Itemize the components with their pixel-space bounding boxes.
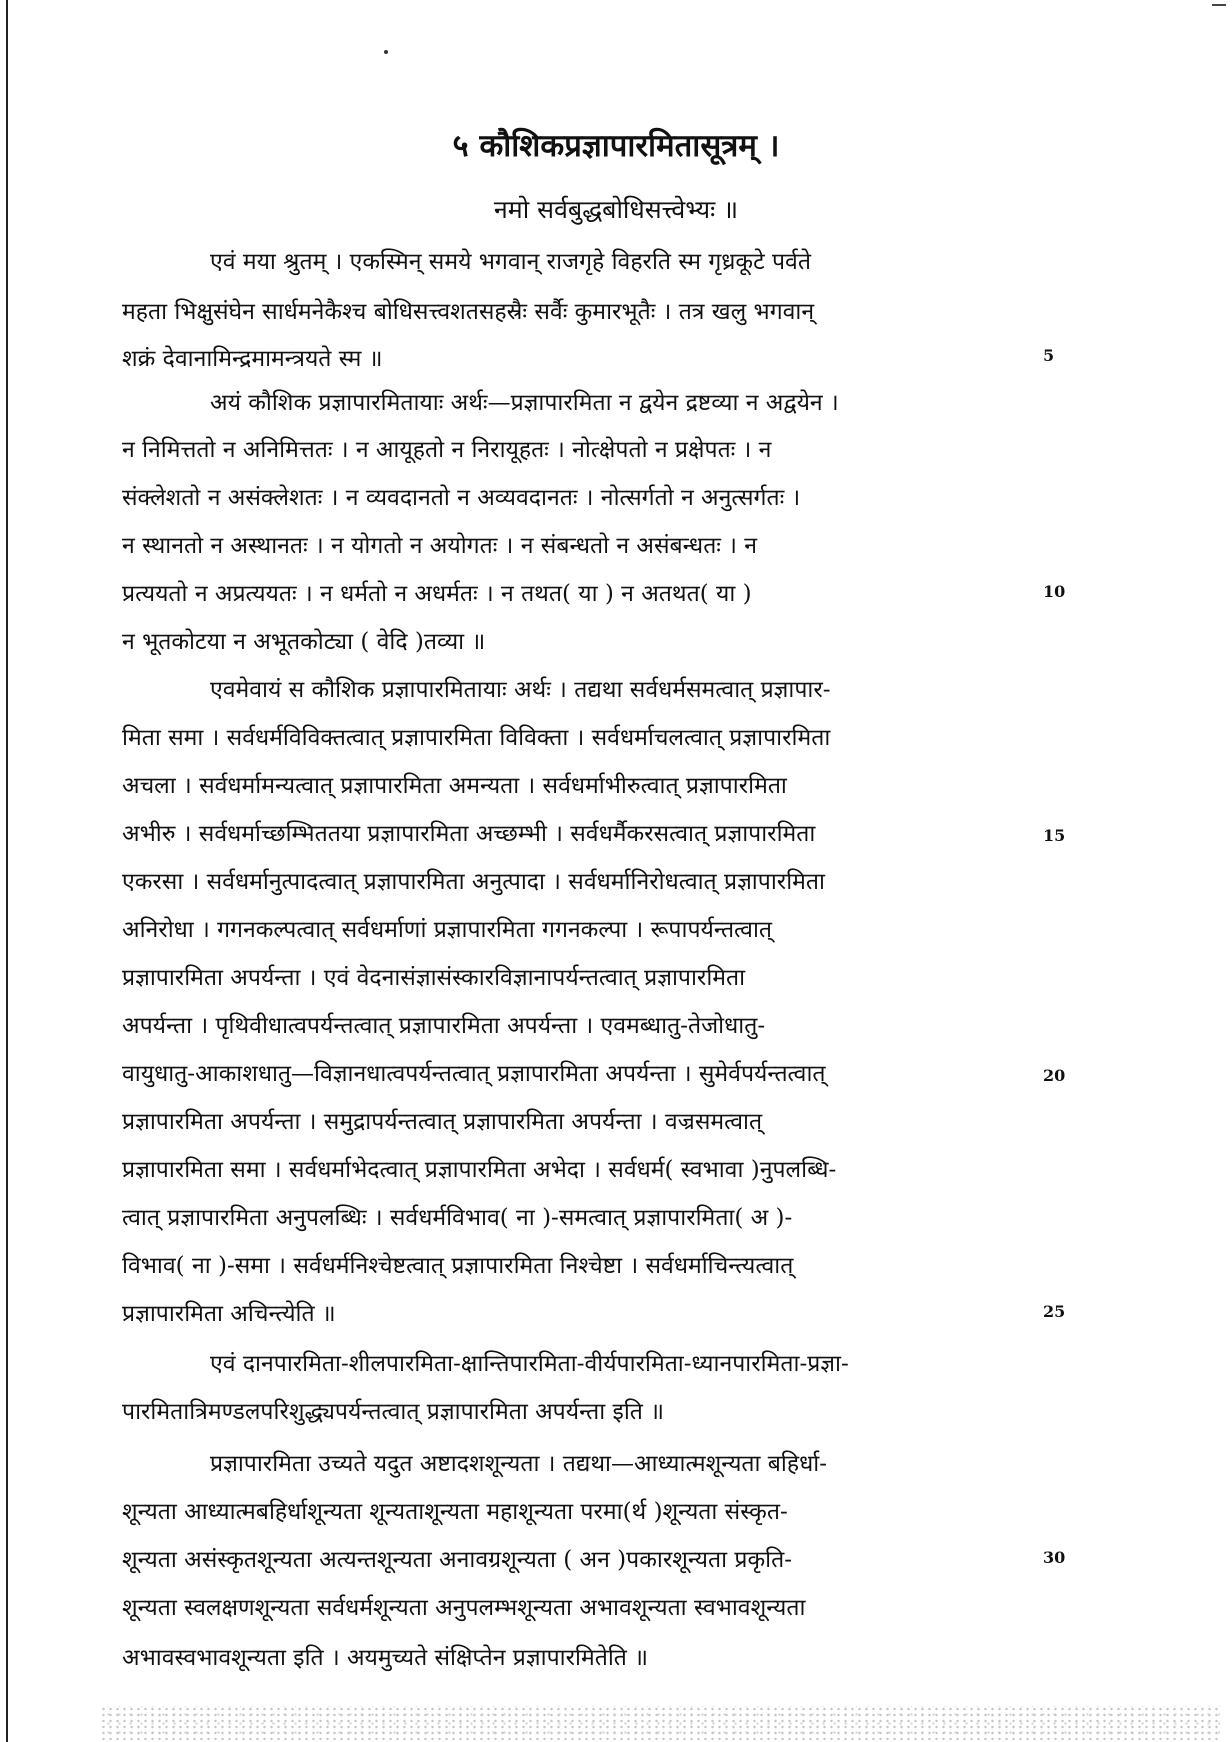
- text-line: एवं मया श्रुतम् । एकस्मिन् समये भगवान् राजगृहे विहरति स्म गृध्रकूटे पर्वते: [210, 249, 811, 275]
- text-line: एवमेवायं स कौशिक प्रज्ञापारमितायाः अर्थः । तद्यथा सर्वधर्मसमत्वात् प्रज्ञापार-: [210, 677, 831, 703]
- corner-mark: [1212, 4, 1226, 6]
- text-line: शून्यता स्वलक्षणशून्यता सर्वधर्मशून्यता अनुपलम्भशून्यता अभावशून्यता स्वभावशून्यता: [122, 1595, 806, 1621]
- text-line: प्रत्ययतो न अप्रत्ययतः । न धर्मतो न अधर्मतः । न तथत( या ) न अतथत( या ): [122, 581, 752, 607]
- text-line: अभावस्वभावशून्यता इति । अयमुच्यते संक्षिप्तेन प्रज्ञापारमितेति ॥: [122, 1645, 648, 1671]
- text-line: न स्थानतो न अस्थानतः । न योगतो न अयोगतः । न संबन्धतो न असंबन्धतः । न: [122, 533, 758, 559]
- text-line: शून्यता आध्यात्मबहिर्धाशून्यता शून्यताशून्यता महाशून्यता परमा(र्थ )शून्यता संस्कृत-: [122, 1499, 788, 1525]
- text-line: अयं कौशिक प्रज्ञापारमितायाः अर्थः—प्रज्ञापारमिता न द्वयेन द्रष्टव्या न अद्वयेन ।: [210, 390, 839, 416]
- line-number: 10: [1043, 582, 1066, 601]
- text-line: अपर्यन्ता । पृथिवीधात्वपर्यन्तत्वात् प्रज्ञापारमिता अपर्यन्ता । एवमब्धातु-तेजोधातु-: [122, 1013, 766, 1039]
- text-line: न निमित्ततो न अनिमित्ततः । न आयूहतो न निरायूहतः । नोत्क्षेपतो न प्रक्षेपतः । न: [122, 437, 772, 463]
- scan-noise: [100, 1706, 1220, 1740]
- text-line: अचला । सर्वधर्मामन्यत्वात् प्रज्ञापारमिता अमन्यता । सर्वधर्माभीरुत्वात् प्रज्ञापारमिता: [122, 773, 787, 799]
- text-line: संक्लेशतो न असंक्लेशतः । न व्यवदानतो न अव्यवदानतः । नोत्सर्गतो न अनुत्सर्गतः ।: [122, 485, 801, 511]
- text-line: प्रज्ञापारमिता समा । सर्वधर्माभेदत्वात् प्रज्ञापारमिता अभेदा । सर्वधर्म( स्वभावा )नुपलब्धि-: [122, 1157, 837, 1183]
- line-number: 30: [1043, 1548, 1066, 1567]
- line-number: 15: [1043, 826, 1066, 845]
- stray-mark: [384, 50, 388, 54]
- text-line: अभीरु । सर्वधर्माच्छम्भितत‌या प्रज्ञापारमिता अच्छम्भी । सर्वधर्मैकरसत्वात् प्रज्ञापारमिता: [122, 821, 816, 847]
- text-line: वायुधातु-आकाशधातु—विज्ञानधात्वपर्यन्तत्वात् प्रज्ञापारमिता अपर्यन्ता । सुमेर्वपर्यन्तत्वात्: [122, 1061, 826, 1087]
- text-line: अनिरोधा । गगनकल्पत्वात् सर्वधर्माणां प्रज्ञापारमिता गगनकल्पा । रूपापर्यन्तत्वात्: [122, 917, 773, 943]
- page-edge-rule: [6, 0, 8, 1742]
- salutation: नमो सर्वबुद्धबोधिसत्त्वेभ्यः ॥: [493, 195, 739, 224]
- text-line: शून्यता असंस्कृतशून्यता अत्यन्तशून्यता अनावग्रशून्यता ( अन )पकारशून्यता प्रकृति-: [122, 1547, 792, 1573]
- text-line: एवं दानपारमिता-शीलपारमिता-क्षान्तिपारमिता-वीर्यपारमिता-ध्यानपारमिता-प्रज्ञा-: [210, 1351, 849, 1377]
- text-line: प्रज्ञापारमिता अपर्यन्ता । एवं वेदनासंज्ञासंस्कारविज्ञानापर्यन्तत्वात् प्रज्ञापारमिता: [122, 965, 746, 991]
- line-number: 20: [1043, 1066, 1066, 1085]
- text-line: शक्रं देवानामिन्द्रमामन्त्रयते स्म ॥: [122, 346, 383, 372]
- text-line: पारमितात्रिमण्डलपरिशुद्ध्यपर्यन्तत्वात् प्रज्ञापारमिता अपर्यन्ता इति ॥: [122, 1399, 664, 1425]
- text-line: त्वात् प्रज्ञापारमिता अनुपलब्धिः । सर्वधर्मविभाव( ना )-समत्वात् प्रज्ञापारमिता( अ )-: [122, 1205, 793, 1231]
- line-number: 5: [1043, 346, 1055, 365]
- text-line: एकरसा । सर्वधर्मानुत्पादत्वात् प्रज्ञापारमिता अनुत्पादा । सर्वधर्मानिरोधत्वात् प्रज्ञापारमिता: [122, 869, 825, 895]
- text-line: न भूतकोटया न अभूतकोट्या ( वेदि )तव्या ॥: [122, 629, 486, 655]
- text-line: मिता समा । सर्वधर्मविविक्तत्वात् प्रज्ञापारमिता विविक्ता । सर्वधर्माचलत्वात् प्रज्ञापारमिता: [122, 725, 831, 751]
- text-line: प्रज्ञापारमिता अपर्यन्ता । समुद्रापर्यन्तत्वात् प्रज्ञापारमिता अपर्यन्ता । वज्रसमत्वात्: [122, 1109, 763, 1135]
- text-line: प्रज्ञापारमिता अचिन्त्येति ॥: [122, 1301, 336, 1327]
- line-number: 25: [1043, 1302, 1066, 1321]
- text-line: प्रज्ञापारमिता उच्यते यदुत अष्टादशशून्यता । तद्यथा—आध्यात्मशून्यता बहिर्धा-: [210, 1451, 827, 1477]
- text-line: विभाव( ना )-समा । सर्वधर्मनिश्चेष्टत्वात् प्रज्ञापारमिता निश्चेष्टा । सर्वधर्माचिन्त्यत्वात्: [122, 1253, 794, 1279]
- text-line: महता भिक्षुसंघेन सार्धमनेकैश्च बोधिसत्त्वशतसहस्रैः सर्वैः कुमारभूतैः । तत्र खलु भगवान्: [122, 299, 815, 325]
- page-title: ५ कौशिकप्रज्ञापारमितासूत्रम् ।: [452, 128, 780, 164]
